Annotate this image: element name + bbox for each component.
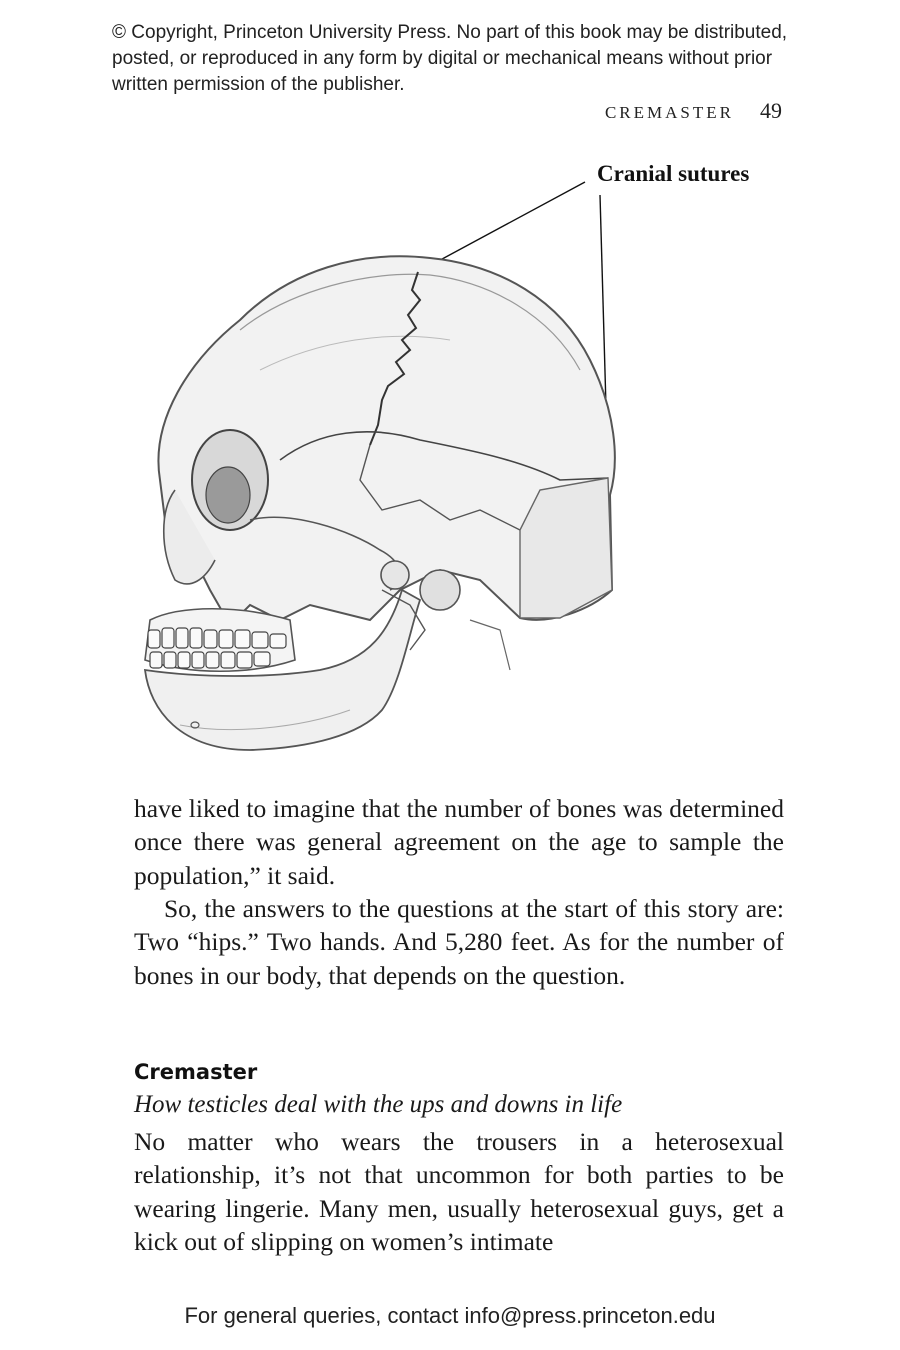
body-paragraph-1: have liked to imagine that the number of bones was determined once there was general agreement on the age to sample the population,” it said. (134, 794, 784, 890)
body-paragraph-2: So, the answers to the questions at the start of this story are: Two “hips.” Two hands. And 5,280 feet. As for the number of bones in our body, that depends on the question. (134, 894, 784, 990)
copyright-notice: © Copyright, Princeton University Press. No part of this book may be distributed, posted, or reproduced in any form by digital or mechanical means without prior written permission of the publisher. (112, 22, 788, 95)
section-title: CREMASTER (604, 103, 734, 122)
figure-label: Cranial sutures (597, 161, 750, 186)
section-heading: Cremaster (134, 1060, 258, 1084)
contact-footer: For general queries, contact info@press.princeton.edu (184, 1303, 716, 1328)
section-paragraph-1: No matter who wears the trousers in a heterosexual relationship, it’s not that uncommon for both parties to be wearing lingerie. Many men, usually heterosexual guys, get a kick out of slipping on women’s intimate (134, 1127, 784, 1256)
running-head (605, 98, 782, 124)
skull-illustration-icon (120, 150, 800, 770)
skull-figure (120, 150, 800, 770)
page-number: 49 (760, 98, 782, 123)
section-subtitle: How testicles deal with the ups and downs in life (134, 1091, 623, 1118)
